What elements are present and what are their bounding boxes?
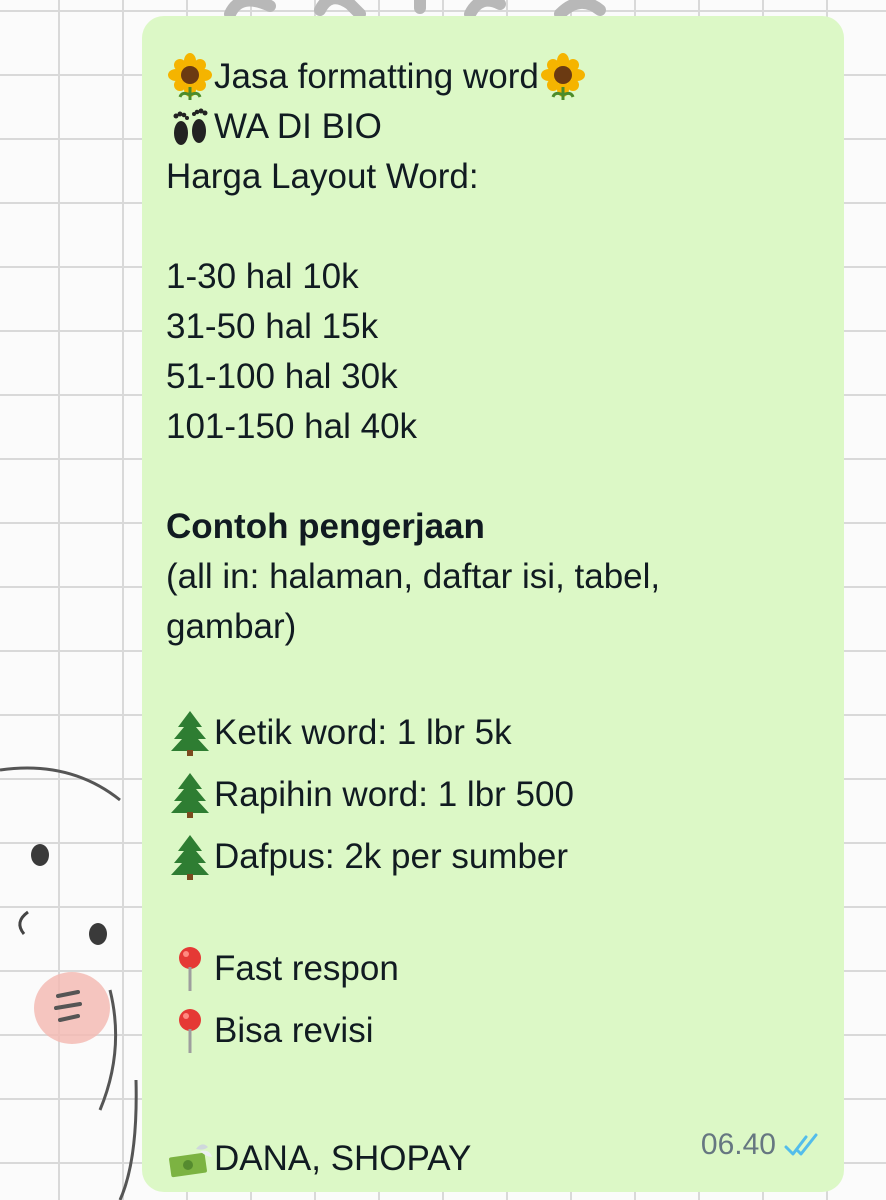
price-item: 101-150 hal 40k	[166, 407, 418, 446]
feature-item	[166, 1000, 820, 1062]
pin-icon	[166, 1007, 214, 1055]
service-label: Ketik word: 1 lbr 5k	[214, 713, 512, 752]
message-bubble[interactable]	[142, 16, 844, 1192]
price-item: 31-50 hal 15k	[166, 307, 379, 346]
double-check-icon	[784, 1131, 824, 1159]
wa-bio-text: WA DI BIO	[214, 107, 382, 146]
service-item	[166, 764, 820, 826]
message-title-line	[166, 52, 820, 102]
service-label: Rapihin word: 1 lbr 500	[214, 775, 574, 814]
tree-icon	[166, 833, 214, 881]
footprints-icon	[166, 103, 214, 151]
tree-icon	[166, 771, 214, 819]
example-heading: Contoh pengerjaan	[166, 507, 485, 546]
price-heading: Harga Layout Word:	[166, 157, 479, 196]
sunflower-icon	[539, 53, 587, 101]
service-label: Dafpus: 2k per sumber	[214, 837, 569, 876]
example-note-line-1: (all in: halaman, daftar isi, tabel,	[166, 557, 661, 596]
example-note-line-2: gambar)	[166, 607, 297, 646]
tree-icon	[166, 709, 214, 757]
wa-bio-line	[166, 102, 820, 152]
feature-item	[166, 938, 820, 1000]
feature-label: Bisa revisi	[214, 1011, 374, 1050]
feature-label: Fast respon	[214, 949, 399, 988]
money-icon	[166, 1135, 214, 1183]
price-item: 1-30 hal 10k	[166, 257, 359, 296]
message-title: Jasa formatting word	[214, 57, 539, 96]
message-time: 06.40	[700, 1128, 776, 1161]
sunflower-icon	[166, 53, 214, 101]
service-item	[166, 826, 820, 888]
payment-text: DANA, SHOPAY	[214, 1139, 472, 1178]
service-item	[166, 702, 820, 764]
price-item: 51-100 hal 30k	[166, 357, 398, 396]
pin-icon	[166, 945, 214, 993]
message-meta	[701, 1120, 824, 1170]
